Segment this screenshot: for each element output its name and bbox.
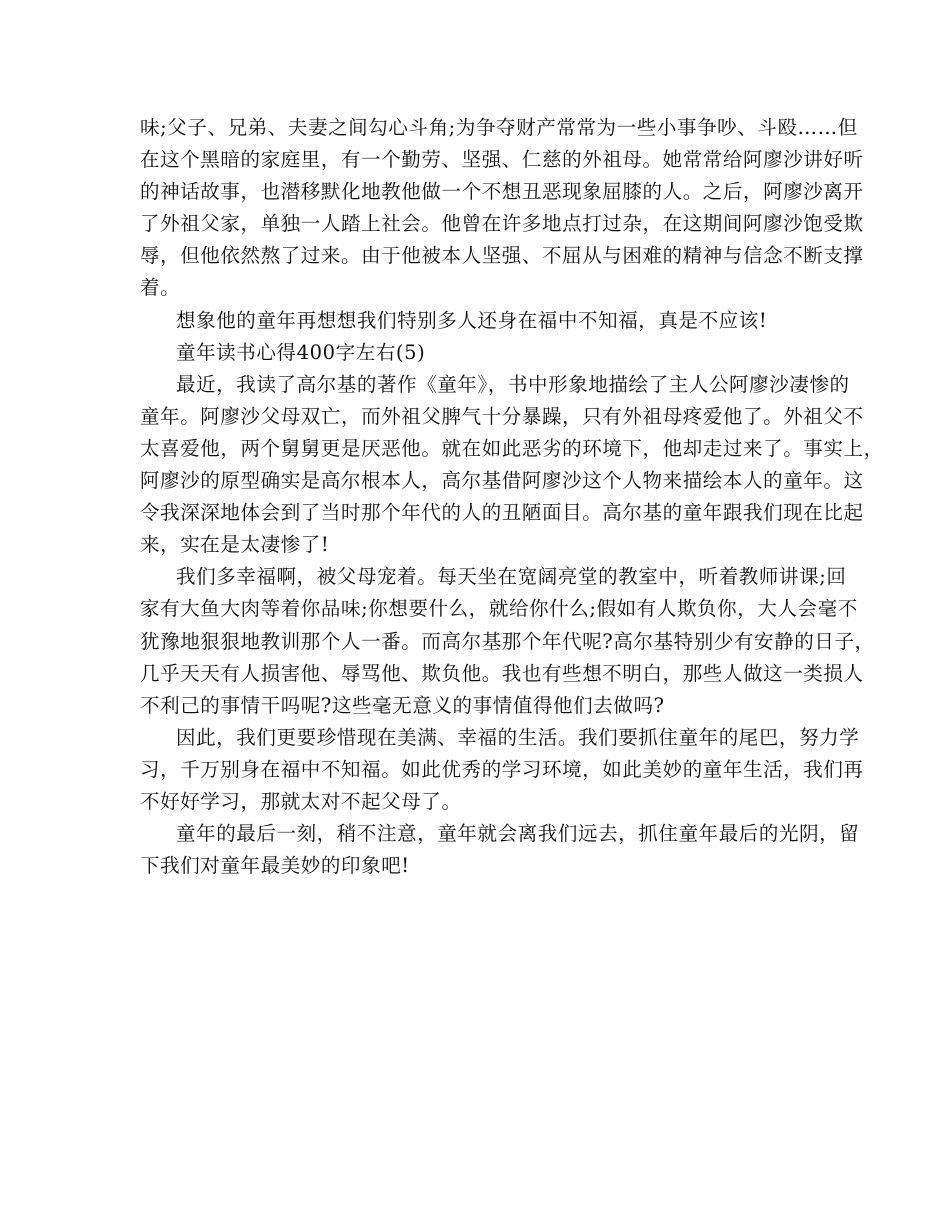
- text-line: 习，千万别身在福中不知福。如此优秀的学习环境，如此美妙的童年生活，我们再: [140, 757, 864, 781]
- text-line: 家有大鱼大肉等着你品味;你想要什么，就给你什么;假如有人欺负你，大人会毫不: [140, 597, 858, 621]
- text-line: 来，实在是太凄惨了!: [140, 533, 330, 557]
- text-line: 着。: [140, 276, 181, 300]
- paragraph-first-line: 童年的最后一刻，稍不注意，童年就会离我们远去，抓住童年最后的光阴，留: [176, 822, 860, 846]
- text-line: 不利己的事情干吗呢?这些毫无意义的事情值得他们去做吗?: [140, 693, 665, 717]
- text-line: 几乎天天有人损害他、辱骂他、欺负他。我也有些想不明白，那些人做这一类损人: [140, 661, 864, 685]
- text-line: 阿廖沙的原型确实是高尔根本人，高尔基借阿廖沙这个人物来描绘本人的童年。这: [140, 469, 864, 493]
- paragraph-first-line: 童年读书心得400字左右(5): [176, 340, 426, 364]
- text-line: 了外祖父家，单独一人踏上社会。他曾在许多地点打过杂，在这期间阿廖沙饱受欺: [140, 212, 864, 236]
- text-line: 不好好学习，那就太对不起父母了。: [140, 789, 462, 813]
- text-line: 在这个黑暗的家庭里，有一个勤劳、坚强、仁慈的外祖母。她常常给阿廖沙讲好听: [140, 148, 864, 172]
- paragraph-first-line: 最近，我读了高尔基的著作《童年》，书中形象地描绘了主人公阿廖沙凄惨的: [176, 372, 850, 396]
- document-page: [140, 112, 884, 882]
- text-line: 下我们对童年最美妙的印象吧!: [140, 854, 410, 878]
- text-line: 味;父子、兄弟、夫妻之间勾心斗角;为争夺财产常常为一些小事争吵、斗殴……但: [140, 116, 858, 139]
- paragraph-first-line: 想象他的童年再想想我们特别多人还身在福中不知福，真是不应该!: [176, 308, 768, 332]
- text-line: 令我深深地体会到了当时那个年代的人的丑陋面目。高尔基的童年跟我们现在比起: [140, 501, 864, 525]
- text-line: 太喜爱他，两个舅舅更是厌恶他。就在如此恶劣的环境下，他却走过来了。事实上，: [140, 436, 884, 460]
- paragraph-first-line: 因此，我们更要珍惜现在美满、幸福的生活。我们要抓住童年的尾巴，努力学: [176, 725, 860, 749]
- text-line: 辱，但他依然熬了过来。由于他被本人坚强、不屈从与困难的精神与信念不断支撑: [140, 244, 864, 268]
- text-line: 童年。阿廖沙父母双亡，而外祖父脾气十分暴躁，只有外祖母疼爱他了。外祖父不: [140, 404, 864, 428]
- text-line: 的神话故事，也潜移默化地教他做一个不想丑恶现象屈膝的人。之后，阿廖沙离开: [140, 180, 864, 204]
- paragraph-first-line: 我们多幸福啊，被父母宠着。每天坐在宽阔亮堂的教室中，听着教师讲课;回: [176, 565, 847, 589]
- text-line: 犹豫地狠狠地教训那个人一番。而高尔基那个年代呢?高尔基特别少有安静的日子，: [140, 629, 875, 653]
